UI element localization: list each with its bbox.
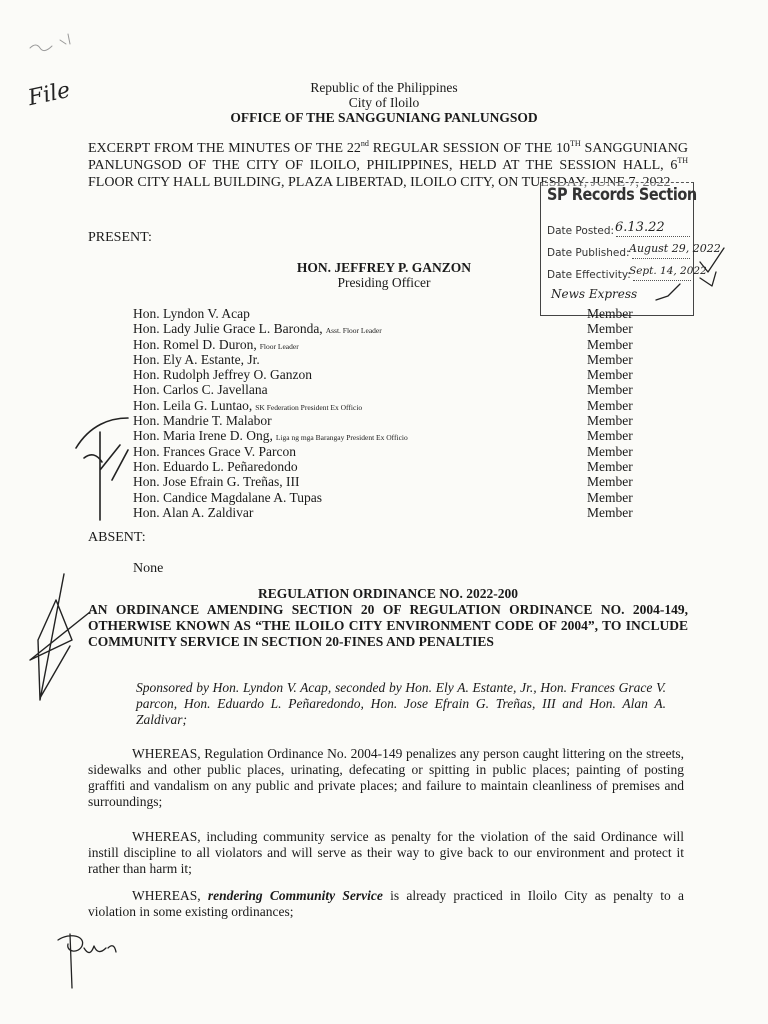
member-role: Member [587, 306, 633, 321]
stamp-label: Date Posted: [547, 225, 615, 237]
member-name: Hon. Rudolph Jeffrey O. Ganzon [133, 367, 312, 383]
stamp-label: Date Effectivity: [547, 269, 631, 281]
excerpt-superscript: TH [570, 139, 581, 148]
stamp-handwritten-value: 6.13.22 [615, 220, 665, 235]
member-role: Member [587, 428, 633, 444]
member-name: Hon. Mandrie T. Malabor [133, 413, 272, 429]
member-role: Member [587, 443, 633, 459]
member-name: Hon. Alan A. Zaldivar [133, 504, 254, 520]
member-role: Member [587, 504, 633, 520]
member-name: Hon. Romel D. Duron, [133, 336, 257, 352]
present-label: PRESENT: [88, 230, 152, 245]
handwritten-file-note: File [25, 77, 73, 112]
header-office: OFFICE OF THE SANGGUNIANG PANLUNGSOD [230, 110, 538, 125]
member-role: Member [587, 474, 633, 490]
excerpt-text: EXCERPT FROM THE MINUTES OF THE 22 [88, 141, 361, 156]
stamp-handwritten-value: August 29, 2022 [629, 242, 721, 255]
member-role: Member [587, 397, 633, 413]
whereas-clause: WHEREAS, Regulation Ordinance No. 2004-149 penalizes any person caught littering on the streets, sidewalks and other public places, urinating, defecating or spitting in public places; painting of posting graffiti and vandalism on any public and private places; and failure to maintain cleanliness of premises and surroundings; [88, 746, 684, 809]
sponsor-text: Sponsored by Hon. Lyndon V. Acap, seconded by Hon. Ely A. Estante, Jr., Hon. Frances Grace V. parcon, Hon. Eduardo L. Peñaredondo, Hon. Jose Efrain G. Treñas, III and Hon. Alan A. Zaldivar; [136, 680, 666, 727]
excerpt-superscript: TH [677, 156, 688, 165]
absent-value: None [133, 561, 164, 576]
ordinance-title: AN ORDINANCE AMENDING SECTION 20 OF REGULATION ORDINANCE NO. 2004-149, OTHERWISE KNOWN AS “THE ILOILO CITY ENVIRONMENT CODE OF 2004”, TO INCLUDE COMMUNITY SERVICE IN SECTION 20-FINES AND PENALTIES [88, 602, 688, 649]
header-republic: Republic of the Philippines [310, 80, 458, 95]
signature-mark [30, 574, 90, 700]
member-name: Hon. Lyndon V. Acap [133, 306, 250, 321]
member-name: Hon. Leila G. Luntao, [133, 397, 253, 413]
member-note: SK Federation President Ex Officio [255, 402, 363, 412]
stamp-title: SP Records Section [547, 185, 697, 205]
member-role: Member [587, 351, 633, 367]
whereas-clause: WHEREAS, including community service as penalty for the violation of the said Ordinance will instill discipline to all violators and will serve as their way to give back to our environment and protect it rather than harm it; [88, 829, 684, 876]
absent-label: ABSENT: [88, 530, 146, 545]
member-name: Hon. Lady Julie Grace L. Baronda, [133, 321, 323, 337]
stamp-handwritten-note: News Express [551, 287, 638, 301]
member-name: Hon. Ely A. Estante, Jr. [133, 351, 260, 367]
stamp-label: Date Published: [547, 247, 630, 259]
whereas-emphasis: rendering Community Service [207, 888, 383, 903]
member-role: Member [587, 336, 633, 352]
member-role: Member [587, 458, 633, 474]
stamp-handwritten-value: Sept. 14, 2022 [629, 265, 707, 277]
whereas-text: WHEREAS, [132, 888, 208, 903]
excerpt-text: REGULAR SESSION OF THE 10 [368, 141, 571, 156]
member-role: Member [587, 321, 633, 337]
scribble-mark [30, 34, 70, 51]
member-note: Asst. Floor Leader [325, 326, 382, 336]
member-role: Member [587, 367, 633, 383]
check-mark [656, 284, 680, 300]
presiding-title: Presiding Officer [337, 275, 431, 290]
presiding-name: HON. JEFFREY P. GANZON [296, 260, 472, 275]
member-name: Hon. Candice Magdalane A. Tupas [133, 489, 322, 505]
member-role: Member [587, 413, 633, 429]
member-role: Member [587, 489, 633, 505]
member-name: Hon. Carlos C. Javellana [133, 382, 268, 398]
member-name: Hon. Jose Efrain G. Treñas, III [133, 474, 300, 490]
initials-mark [58, 934, 116, 988]
excerpt-text: FLOOR CITY HALL BUILDING, PLAZA LIBERTAD, ILOILO CITY, ON TUESDAY, JUNE 7, 2022 [88, 175, 671, 190]
header-city: City of Iloilo [348, 95, 420, 110]
member-note: Liga ng mga Barangay President Ex Officio [275, 433, 408, 443]
member-name: Hon. Maria Irene D. Ong, [133, 428, 273, 444]
excerpt-text: SANGGUNIANG PANLUNGSOD OF THE CITY OF ILOILO, PHILIPPINES, HELD AT THE SESSION HALL, 6 [88, 141, 688, 173]
member-note: Floor Leader [259, 341, 299, 351]
member-name: Hon. Frances Grace V. Parcon [133, 443, 296, 459]
ordinance-number: REGULATION ORDINANCE NO. 2022-200 [257, 586, 518, 601]
member-role: Member [587, 382, 633, 398]
whereas-text: is already practiced in Iloilo City as penalty to a violation in some existing ordinances; [88, 888, 684, 919]
excerpt-superscript: nd [360, 139, 369, 148]
signature-mark [76, 418, 128, 520]
member-name: Hon. Eduardo L. Peñaredondo [133, 458, 298, 474]
check-mark [700, 248, 724, 286]
